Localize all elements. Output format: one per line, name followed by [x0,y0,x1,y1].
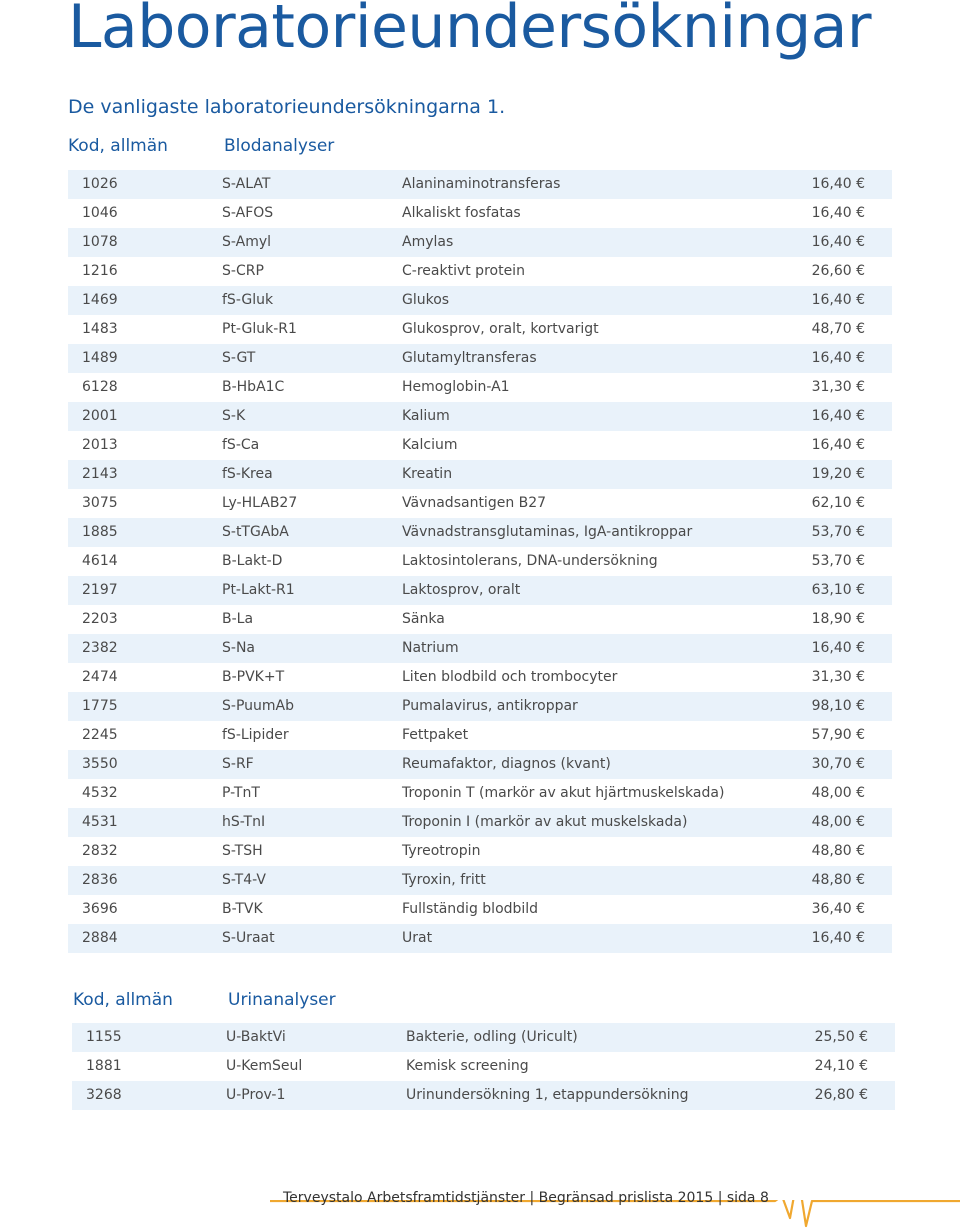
code-cell: 1026 [82,176,118,192]
blood-table [68,170,892,953]
price-cell: 53,70 € [811,553,865,569]
price-cell: 31,30 € [811,379,865,395]
price-cell: 18,90 € [811,611,865,627]
abbreviation-cell: S-tTGAbA [222,524,289,540]
code-cell: 3550 [82,756,118,772]
code-cell: 3696 [82,901,118,917]
code-cell: 1469 [82,292,118,308]
code-cell: 4614 [82,553,118,569]
description-cell: Kemisk screening [406,1058,529,1074]
abbreviation-cell: S-ALAT [222,176,271,192]
abbreviation-cell: S-T4-V [222,872,266,888]
table-row [72,1081,895,1110]
page-title: Laboratorieundersökningar [68,0,872,62]
description-cell: Laktosprov, oralt [402,582,521,598]
description-cell: Vävnadsantigen B27 [402,495,547,511]
abbreviation-cell: S-K [222,408,246,424]
table-row [68,547,892,576]
description-cell: Liten blodbild och trombocyter [402,669,618,685]
code-cell: 1483 [82,321,118,337]
code-cell: 1078 [82,234,118,250]
price-cell: 98,10 € [811,698,865,714]
table-row [68,692,892,721]
table-row [68,431,892,460]
price-cell: 16,40 € [811,234,865,250]
table-row [68,228,892,257]
table-row [68,721,892,750]
code-cell: 1885 [82,524,118,540]
table-row [68,808,892,837]
urine-header-code: Kod, allmän [73,990,173,1010]
price-cell: 16,40 € [811,176,865,192]
description-cell: Alkaliskt fosfatas [402,205,521,221]
price-cell: 16,40 € [811,437,865,453]
description-cell: Reumafaktor, diagnos (kvant) [402,756,611,772]
table-row [68,634,892,663]
table-row [68,605,892,634]
code-cell: 6128 [82,379,118,395]
price-cell: 24,10 € [814,1058,868,1074]
abbreviation-cell: S-TSH [222,843,263,859]
code-cell: 2197 [82,582,118,598]
abbreviation-cell: S-AFOS [222,205,274,221]
description-cell: Kreatin [402,466,453,482]
code-cell: 2836 [82,872,118,888]
price-cell: 16,40 € [811,205,865,221]
price-cell: 63,10 € [811,582,865,598]
price-cell: 62,10 € [811,495,865,511]
description-cell: Kalium [402,408,450,424]
table-row [68,402,892,431]
abbreviation-cell: B-La [222,611,254,627]
description-cell: C-reaktivt protein [402,263,525,279]
code-cell: 2884 [82,930,118,946]
price-cell: 16,40 € [811,350,865,366]
price-cell: 53,70 € [811,524,865,540]
description-cell: Vävnadstransglutaminas, IgA-antikroppar [402,524,693,540]
abbreviation-cell: S-Amyl [222,234,272,250]
table-row [68,286,892,315]
table-row [72,1023,895,1052]
abbreviation-cell: U-BaktVi [226,1029,286,1045]
description-cell: Kalcium [402,437,458,453]
code-cell: 1489 [82,350,118,366]
code-cell: 3075 [82,495,118,511]
abbreviation-cell: fS-Lipider [222,727,289,743]
description-cell: Laktosintolerans, DNA-undersökning [402,553,658,569]
abbreviation-cell: S-GT [222,350,256,366]
table-row [68,779,892,808]
price-cell: 16,40 € [811,408,865,424]
table-row [68,315,892,344]
abbreviation-cell: fS-Ca [222,437,260,453]
description-cell: Tyroxin, fritt [402,872,486,888]
table-row [68,663,892,692]
description-cell: Troponin I (markör av akut muskelskada) [402,814,688,830]
code-cell: 1216 [82,263,118,279]
abbreviation-cell: S-Uraat [222,930,275,946]
code-cell: 2474 [82,669,118,685]
table-row [68,257,892,286]
code-cell: 1155 [86,1029,122,1045]
code-cell: 2245 [82,727,118,743]
description-cell: Urat [402,930,433,946]
price-cell: 16,40 € [811,930,865,946]
code-cell: 2382 [82,640,118,656]
table-row [68,199,892,228]
code-cell: 2203 [82,611,118,627]
table-row [68,344,892,373]
abbreviation-cell: B-TVK [222,901,263,917]
description-cell: Glukosprov, oralt, kortvarigt [402,321,599,337]
table-row [72,1052,895,1081]
price-cell: 48,70 € [811,321,865,337]
description-cell: Bakterie, odling (Uricult) [406,1029,578,1045]
abbreviation-cell: Pt-Lakt-R1 [222,582,295,598]
price-cell: 48,80 € [811,843,865,859]
code-cell: 4531 [82,814,118,830]
urine-table [72,1023,895,1110]
description-cell: Fettpaket [402,727,469,743]
price-cell: 26,80 € [814,1087,868,1103]
price-cell: 25,50 € [814,1029,868,1045]
code-cell: 1881 [86,1058,122,1074]
footer-text: Terveystalo Arbetsframtidstjänster | Begränsad prislista 2015 | sida 8 [283,1190,769,1206]
price-cell: 16,40 € [811,292,865,308]
table-row [68,576,892,605]
description-cell: Fullständig blodbild [402,901,539,917]
price-cell: 48,00 € [811,814,865,830]
table-row [68,750,892,779]
abbreviation-cell: S-RF [222,756,254,772]
abbreviation-cell: Ly-HLAB27 [222,495,298,511]
code-cell: 2143 [82,466,118,482]
blood-header-code: Kod, allmän [68,136,168,156]
description-cell: Natrium [402,640,459,656]
page-subtitle: De vanligaste laboratorieundersökningarna 1. [68,96,506,118]
code-cell: 4532 [82,785,118,801]
abbreviation-cell: B-HbA1C [222,379,285,395]
table-row [68,866,892,895]
table-row [68,518,892,547]
abbreviation-cell: B-PVK+T [222,669,285,685]
price-cell: 26,60 € [811,263,865,279]
description-cell: Hemoglobin-A1 [402,379,510,395]
description-cell: Urinundersökning 1, etappundersökning [406,1087,689,1103]
price-cell: 30,70 € [811,756,865,772]
code-cell: 2001 [82,408,118,424]
table-row [68,170,892,199]
description-cell: Tyreotropin [402,843,481,859]
table-row [68,924,892,953]
abbreviation-cell: P-TnT [222,785,260,801]
price-cell: 36,40 € [811,901,865,917]
abbreviation-cell: U-KemSeul [226,1058,303,1074]
code-cell: 1775 [82,698,118,714]
code-cell: 2013 [82,437,118,453]
description-cell: Alaninaminotransferas [402,176,561,192]
table-row [68,837,892,866]
price-cell: 31,30 € [811,669,865,685]
table-row [68,373,892,402]
abbreviation-cell: S-Na [222,640,255,656]
abbreviation-cell: Pt-Gluk-R1 [222,321,297,337]
abbreviation-cell: S-CRP [222,263,264,279]
abbreviation-cell: fS-Krea [222,466,273,482]
code-cell: 1046 [82,205,118,221]
description-cell: Sänka [402,611,445,627]
description-cell: Glutamyltransferas [402,350,537,366]
code-cell: 2832 [82,843,118,859]
table-row [68,460,892,489]
description-cell: Amylas [402,234,454,250]
price-cell: 48,00 € [811,785,865,801]
price-cell: 57,90 € [811,727,865,743]
abbreviation-cell: B-Lakt-D [222,553,283,569]
code-cell: 3268 [86,1087,122,1103]
price-cell: 48,80 € [811,872,865,888]
abbreviation-cell: fS-Gluk [222,292,274,308]
description-cell: Pumalavirus, antikroppar [402,698,578,714]
price-cell: 19,20 € [811,466,865,482]
table-row [68,489,892,518]
abbreviation-cell: S-PuumAb [222,698,294,714]
table-row [68,895,892,924]
blood-header-name: Blodanalyser [224,136,335,156]
price-cell: 16,40 € [811,640,865,656]
description-cell: Glukos [402,292,450,308]
urine-header-name: Urinanalyser [228,990,336,1010]
abbreviation-cell: U-Prov-1 [226,1087,286,1103]
abbreviation-cell: hS-TnI [222,814,266,830]
description-cell: Troponin T (markör av akut hjärtmuskelskada) [402,785,725,801]
